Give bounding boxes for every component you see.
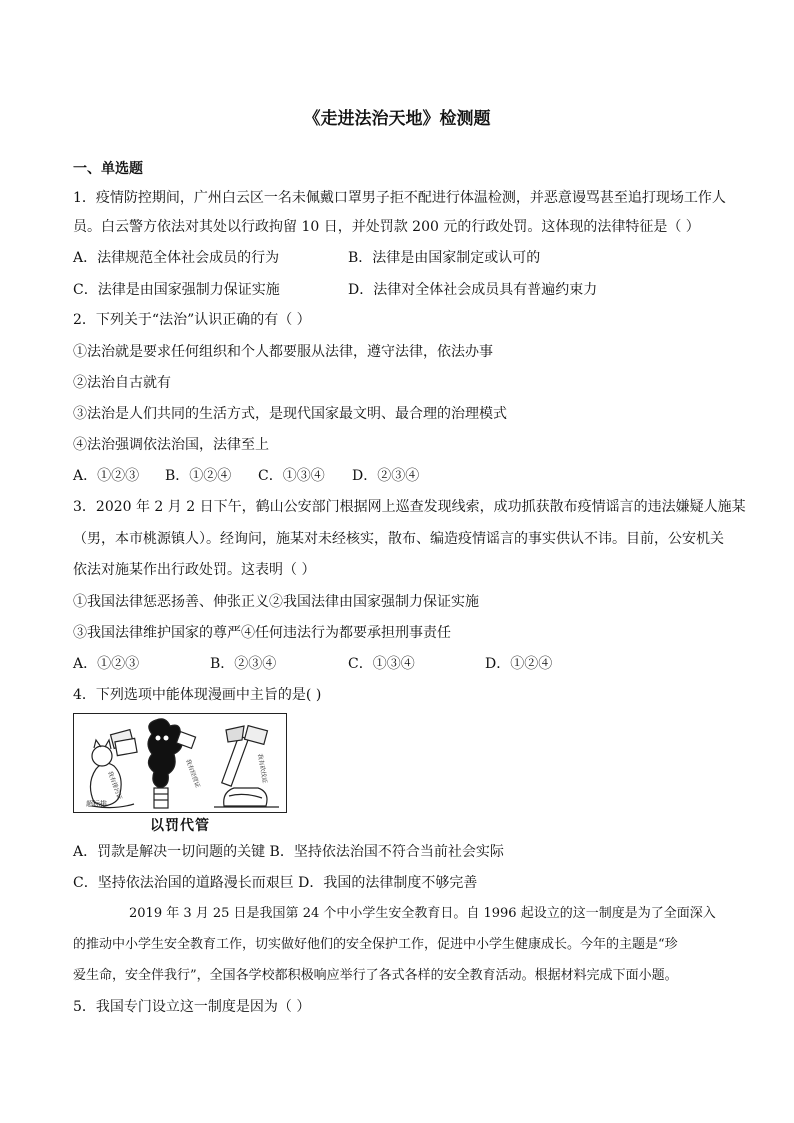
q3-statements-12: ①我国法律惩恶扬善、伸张正义②我国法律由国家强制力保证实施 xyxy=(73,594,479,610)
q2-option-c[interactable]: C．①③④ xyxy=(258,468,325,484)
cartoon-drawing xyxy=(74,714,287,813)
q4-options-cd[interactable]: C．坚持依法治国的道路漫长而艰巨 D．我国的法律制度不够完善 xyxy=(73,875,478,891)
q1-option-b[interactable]: B．法律是由国家制定或认可的 xyxy=(348,250,541,266)
q3-option-d[interactable]: D．①②④ xyxy=(485,656,553,672)
page-title: 《走进法治天地》检测题 xyxy=(303,109,491,129)
q3-stem-line3: 依法对施某作出行政处罚。这表明（ ） xyxy=(73,562,316,578)
cartoon-label-3: 我有经营证 xyxy=(184,758,201,789)
q3-option-a[interactable]: A．①②③ xyxy=(73,656,140,672)
q2-option-d[interactable]: D．②③④ xyxy=(352,468,420,484)
cartoon-label-4: 我有砍伐证 xyxy=(256,753,269,784)
q2-option-b[interactable]: B．①②④ xyxy=(165,468,232,484)
q3-stem-line1: 3．2020 年 2 月 2 日下午，鹤山公安部门根据网上巡查发现线索，成功抓获散布疫情谣言的违法嫌疑人施某 xyxy=(73,499,746,515)
q2-stem: 2．下列关于“法治”认识正确的有（ ） xyxy=(73,312,311,328)
cartoon-label-1: 超标排 xyxy=(86,800,107,808)
q2-option-a[interactable]: A．①②③ xyxy=(73,468,140,484)
q1-option-d[interactable]: D．法律对全体社会成员具有普遍约束力 xyxy=(348,282,598,298)
material-line-3: 爱生命，安全伴我行”，全国各学校都积极响应举行了各式各样的安全教育活动。根据材料完成下面小题。 xyxy=(73,968,678,983)
q3-stem-line2: （男，本市桃源镇人）。经询问，施某对未经核实，散布、编造疫情谣言的事实供认不讳。目前，公安机关 xyxy=(73,531,724,547)
q3-statements-34: ③我国法律维护国家的尊严④任何违法行为都要承担刑事责任 xyxy=(73,625,451,641)
cartoon-image xyxy=(73,713,287,813)
q1-stem-line1: 1．疫情防控期间，广州白云区一名未佩戴口罩男子拒不配进行体温检测，并恶意谩骂甚至追打现场工作人 xyxy=(73,190,726,206)
q4-stem: 4．下列选项中能体现漫画中主旨的是( ) xyxy=(73,687,322,703)
q1-stem-line2: 员。白云警方依法对其处以行政拘留 10 日，并处罚款 200 元的行政处罚。这体现的法律特征是（ ） xyxy=(73,219,700,235)
q3-option-c[interactable]: C．①③④ xyxy=(348,656,415,672)
section-heading: 一、单选题 xyxy=(73,161,143,177)
q1-option-c[interactable]: C．法律是由国家强制力保证实施 xyxy=(73,282,280,298)
q2-statement-4: ④法治强调依法治国，法律至上 xyxy=(73,437,269,453)
q2-statement-3: ③法治是人们共同的生活方式，是现代国家最文明、最合理的治理模式 xyxy=(73,406,507,422)
q3-option-b[interactable]: B．②③④ xyxy=(210,656,277,672)
cartoon-figure-right xyxy=(214,726,279,807)
q1-option-a[interactable]: A．法律规范全体社会成员的行为 xyxy=(73,250,280,266)
cartoon-figure-middle xyxy=(148,719,202,808)
q2-statement-1: ①法治就是要求任何组织和个人都要服从法律，遵守法律，依法办事 xyxy=(73,344,493,360)
q5-stem: 5．我国专门设立这一制度是因为（ ） xyxy=(73,999,311,1015)
q2-statement-2: ②法治自古就有 xyxy=(73,375,171,391)
cartoon-figure-left xyxy=(86,730,137,808)
q4-options-ab[interactable]: A．罚款是解决一切问题的关键 B．坚持依法治国不符合当前社会实际 xyxy=(73,844,504,860)
material-line-1: 2019 年 3 月 25 日是我国第 24 个中小学生安全教育日。自 1996 起设立的这一制度是为了全面深入 xyxy=(129,906,716,921)
cartoon-caption: 以罚代管 xyxy=(150,818,210,834)
cartoon-label-2: 我有排污证 xyxy=(106,770,123,801)
material-line-2: 的推动中小学生安全教育工作，切实做好他们的安全保护工作，促进中小学生健康成长。今年的主题是“珍 xyxy=(73,937,678,952)
